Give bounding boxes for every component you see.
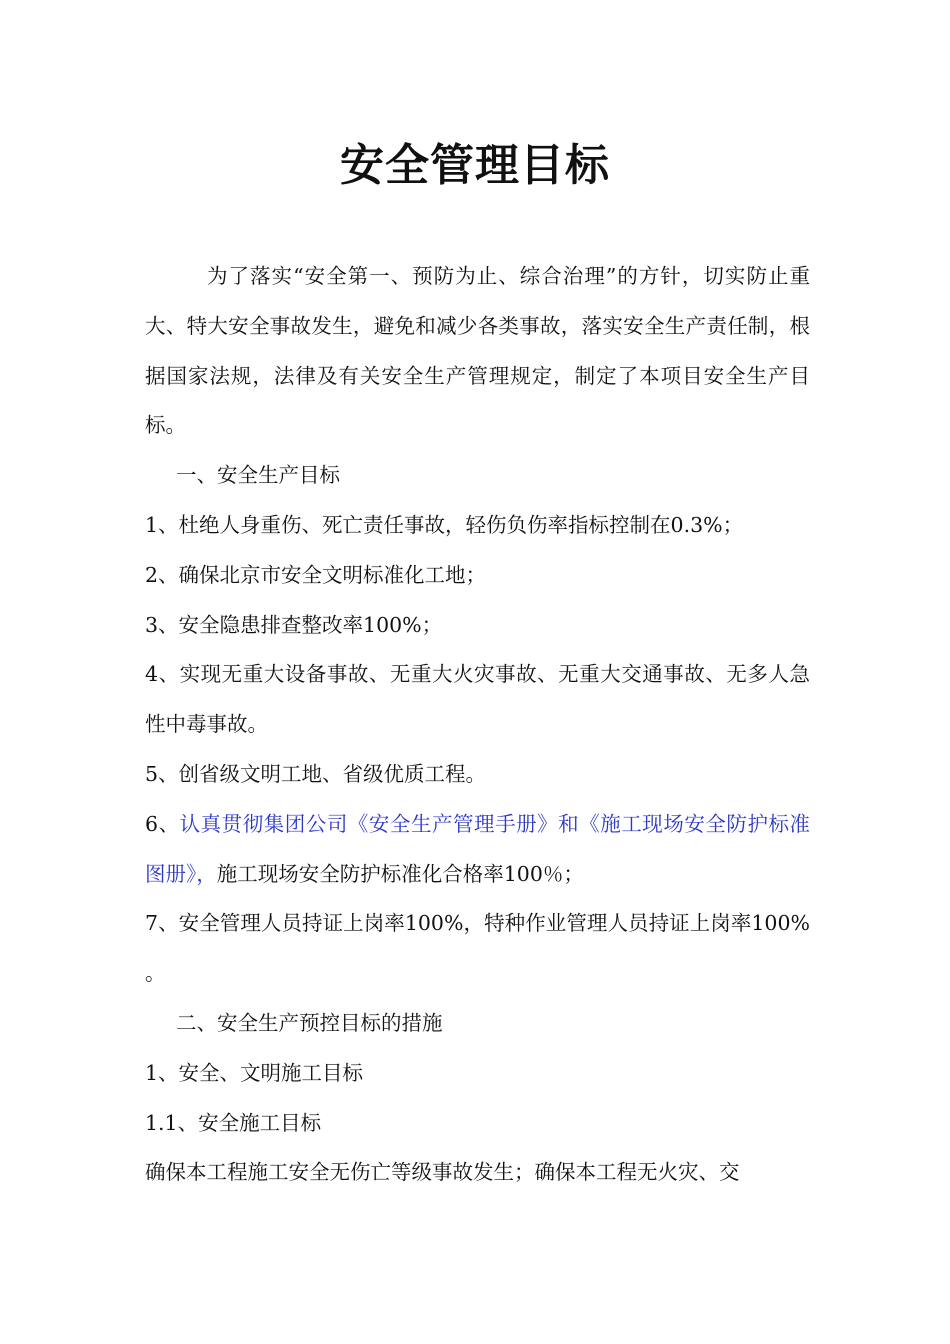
subsection-heading-1: 1、安全、文明施工目标 — [145, 1060, 364, 1085]
list-item-6-rest: 施工现场安全防护标准化合格率100％； — [216, 861, 584, 886]
section-heading-1: 一、安全生产目标 — [176, 463, 340, 488]
list-item-7: 7、安全管理人员持证上岗率100%，特种作业管理人员持证上岗率100% 。 — [145, 911, 810, 986]
intro-paragraph: 为了落实“安全第一、预防为止、综合治理”的方针，切实防止重大、特大安全事故发生，避免和减少各类事故，落实安全生产责任制，根据国家法规，法律及有关安全生产管理规定，制定了本项目安全生产目标。 — [145, 264, 810, 438]
list-item-5: 5、创省级文明工地、省级优质工程。 — [145, 761, 487, 786]
page-title: 安全管理目标 — [340, 140, 610, 191]
subsection-heading-1-1: 1.1、安全施工目标 — [145, 1110, 322, 1135]
subsection-1-1-text: 确保本工程施工安全无伤亡等级事故发生；确保本工程无火灾、交 — [145, 1160, 740, 1185]
document-body — [145, 252, 810, 1198]
section-heading-2: 二、安全生产预控目标的措施 — [176, 1010, 443, 1035]
list-item-3: 3、安全隐患排查整改率100%； — [145, 612, 443, 637]
list-item-6-highlight: 认真贯彻集团公司《安全生产管理手册》和《施工现场安全防护标准图册》， — [145, 811, 810, 886]
list-item-2: 2、确保北京市安全文明标准化工地； — [145, 562, 487, 587]
list-item-1: 1、杜绝人身重伤、死亡责任事故，轻伤负伤率指标控制在0.3%； — [145, 512, 744, 537]
list-item-6-number: 6、 — [145, 811, 180, 836]
list-item-4: 4、实现无重大设备事故、无重大火灾事故、无重大交通事故、无多人急性中毒事故。 — [145, 662, 810, 737]
list-item-6 — [145, 800, 810, 900]
